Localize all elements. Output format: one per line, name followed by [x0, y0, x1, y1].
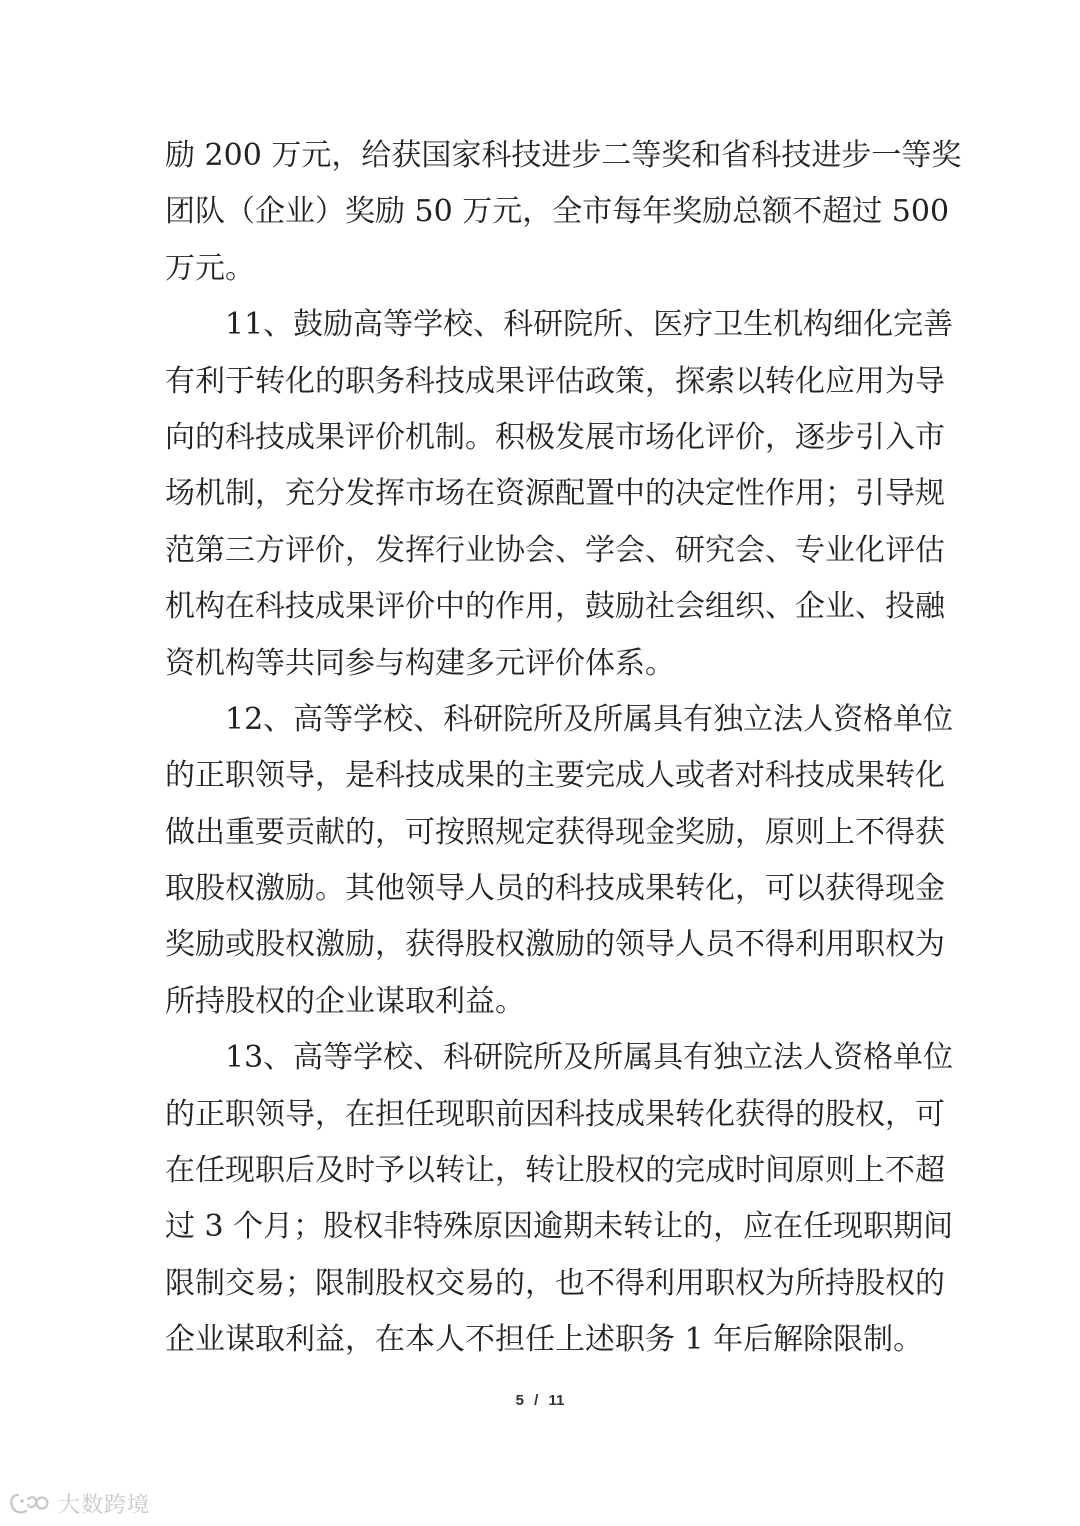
text-line: 励 200 万元，给获国家科技进步二等奖和省科技进步一等奖: [165, 138, 962, 173]
text-line: 的正职领导，在担任现职前因科技成果转化获得的股权，可: [165, 1096, 945, 1132]
text-line: 范第三方评价，发挥行业协会、学会、研究会、专业化评估: [165, 532, 945, 568]
brand-logo-icon: [8, 1491, 52, 1517]
text-line: 取股权激励。其他领导人员的科技成果转化，可以获得现金: [165, 871, 945, 907]
text-line: 向的科技成果评价机制。积极发展市场化评价，逐步引入市: [165, 419, 945, 455]
document-body: [165, 128, 962, 1369]
text-line: 团队（企业）奖励 50 万元，全市每年奖励总额不超过 500: [165, 194, 950, 230]
text-line: 做出重要贡献的，可按照规定获得现金奖励，原则上不得获: [165, 814, 945, 850]
text-line: 场机制，充分发挥市场在资源配置中的决定性作用；引导规: [165, 476, 945, 512]
text-line: 13、高等学校、科研院所及所属具有独立法人资格单位: [165, 1040, 954, 1076]
text-line: 限制交易；限制股权交易的，也不得利用职权为所持股权的: [165, 1265, 945, 1301]
text-line: 有利于转化的职务科技成果评估政策，探索以转化应用为导: [165, 363, 945, 399]
text-line: 资机构等共同参与构建多元评价体系。: [165, 645, 675, 681]
text-line: 12、高等学校、科研院所及所属具有独立法人资格单位: [165, 701, 954, 737]
text-line: 机构在科技成果评价中的作用，鼓励社会组织、企业、投融: [165, 589, 945, 625]
text-line: 所持股权的企业谋取利益。: [165, 983, 525, 1019]
text-line: 奖励或股权激励，获得股权激励的领导人员不得利用职权为: [165, 927, 945, 963]
watermark-text: 大数跨境: [58, 1493, 151, 1518]
page-number: 5 / 11: [515, 1392, 565, 1409]
watermark: [8, 1488, 150, 1519]
text-line: 企业谋取利益，在本人不担任上述职务 1 年后解除限制。: [165, 1322, 924, 1358]
text-line: 的正职领导，是科技成果的主要完成人或者对科技成果转化: [165, 758, 945, 794]
text-line: 过 3 个月；股权非特殊原因逾期未转让的，应在任现职期间: [165, 1209, 954, 1245]
text-line: 在任现职后及时予以转让，转让股权的完成时间原则上不超: [165, 1153, 945, 1189]
text-line: 11、鼓励高等学校、科研院所、医疗卫生机构细化完善: [165, 307, 954, 343]
text-line: 万元。: [165, 250, 255, 286]
